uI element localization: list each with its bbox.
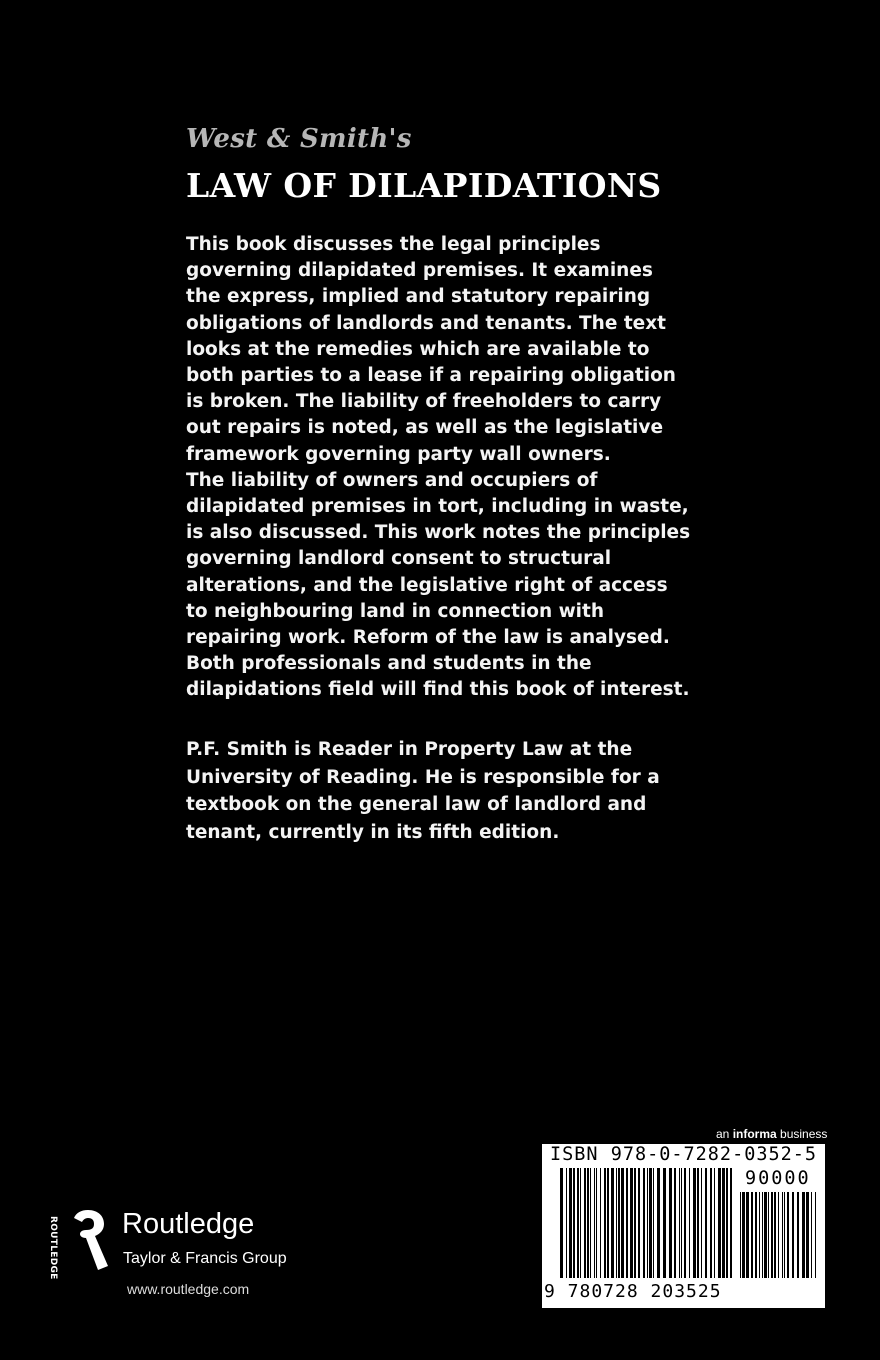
barcode-bar (600, 1168, 601, 1278)
blurb-line: obligations of landlords and tenants. The text (186, 312, 667, 334)
blurb-line: governing landlord consent to structural (186, 548, 612, 570)
barcode-bar (740, 1192, 741, 1278)
barcode-bar (697, 1168, 699, 1278)
book-subtitle: West & Smith's (186, 124, 412, 154)
barcode-bar (778, 1192, 779, 1278)
barcode-bar (751, 1192, 753, 1278)
barcode-bar (596, 1168, 597, 1278)
blurb-line: dilapidations field will find this book of interest. (186, 679, 690, 701)
barcode-bar (647, 1168, 648, 1278)
barcode-bar (722, 1168, 725, 1278)
author-bio (186, 736, 676, 846)
author-line: P.F. Smith is Reader in Property Law at the (186, 739, 633, 760)
barcode-bar (742, 1192, 745, 1278)
barcode-bar (604, 1168, 606, 1278)
blurb-line: looks at the remedies which are available to (186, 338, 650, 360)
barcode-bar (771, 1192, 773, 1278)
informa-business-tag (716, 1127, 827, 1141)
barcode-bar (560, 1168, 563, 1278)
barcode-bar (797, 1192, 799, 1278)
barcode-bar (768, 1192, 769, 1278)
barcode-bar (643, 1168, 645, 1278)
barcode-bar (584, 1168, 586, 1278)
barcode-bar (705, 1168, 707, 1278)
barcode-bar (587, 1168, 589, 1278)
publisher-url[interactable]: www.routledge.com (127, 1281, 250, 1297)
book-title: LAW OF DILAPIDATIONS (186, 166, 662, 205)
author-line: tenant, currently in its fifth edition. (186, 821, 560, 843)
blurb-line: both parties to a lease if a repairing obligation (186, 365, 676, 387)
barcode-bar (573, 1168, 575, 1278)
blurb-paragraph (186, 232, 691, 704)
barcode-bar (569, 1168, 572, 1278)
barcode-bar (684, 1168, 686, 1278)
barcode-bar (580, 1168, 581, 1278)
barcode-bar (674, 1168, 676, 1278)
blurb-line: to neighbouring land in connection with (186, 600, 605, 622)
blurb-line: is also discussed. This work notes the principles (186, 522, 691, 544)
blurb-line: is broken. The liability of freeholders to carry (186, 391, 662, 413)
barcode-bar (792, 1192, 794, 1278)
barcode-bar (681, 1168, 682, 1278)
barcode-bar (611, 1168, 614, 1278)
barcode-bar (649, 1168, 652, 1278)
barcode-bar (802, 1192, 805, 1278)
barcode-bar (607, 1168, 609, 1278)
barcode-bar (815, 1192, 816, 1278)
author-line: University of Reading. He is responsible for a (186, 766, 660, 788)
barcode-bar (679, 1168, 680, 1278)
barcode-bar (634, 1168, 636, 1278)
barcode-bar (577, 1168, 579, 1278)
barcode-bar (764, 1192, 767, 1278)
isbn-text: ISBN 978-0-7282-0352-5 (550, 1144, 818, 1165)
routledge-logo-icon (68, 1208, 112, 1272)
barcode-bar (774, 1192, 776, 1278)
blurb-line: alterations, and the legislative right of access (186, 574, 668, 596)
barcode-bar (759, 1192, 760, 1278)
informa-brand: informa (732, 1127, 777, 1141)
barcode-bar (616, 1168, 617, 1278)
informa-prefix: an (716, 1127, 733, 1141)
barcode-bar (782, 1192, 783, 1278)
author-line: textbook on the general law of landlord and (186, 794, 647, 815)
blurb-line: dilapidated premises in tort, including in waste, (186, 496, 689, 518)
barcode-bar (618, 1168, 620, 1278)
barcode-bar (718, 1168, 721, 1278)
barcode-bar (693, 1168, 696, 1278)
barcode-bar (590, 1168, 591, 1278)
barcode-bar (726, 1168, 728, 1278)
barcode-bar (630, 1168, 633, 1278)
barcode-bar (784, 1192, 785, 1278)
barcode-bar (746, 1192, 749, 1278)
ean-barcode (560, 1168, 732, 1298)
blurb-line: out repairs is noted, as well as the legislative (186, 417, 663, 439)
barcode-bar (730, 1168, 732, 1278)
barcode-bar (701, 1168, 702, 1278)
blurb-line: This book discusses the legal principles (186, 234, 601, 255)
barcode-bar (594, 1168, 595, 1278)
barcode-bar (689, 1168, 690, 1278)
blurb-line: governing dilapidated premises. It examines (186, 260, 653, 282)
blurb-line: repairing work. Reform of the law is analysed. (186, 627, 670, 649)
ean-digits: 9 780728 203525 (544, 1281, 722, 1302)
publisher-name: Routledge (122, 1208, 255, 1240)
barcode-bar (811, 1192, 812, 1278)
publisher-group: Taylor & Francis Group (123, 1250, 287, 1267)
barcode-bar (657, 1168, 660, 1278)
barcode-bar (714, 1168, 715, 1278)
barcode-bar (755, 1192, 757, 1278)
price-code: 90000 (745, 1168, 811, 1189)
barcode-bar (621, 1168, 624, 1278)
barcode-bar (710, 1168, 712, 1278)
barcode-bar (669, 1168, 672, 1278)
addon-barcode (740, 1192, 816, 1298)
barcode-bar (806, 1192, 809, 1278)
barcode-bar (566, 1168, 567, 1278)
blurb-line: the express, implied and statutory repairing (186, 286, 651, 308)
blurb-line: Both professionals and students in the (186, 653, 592, 675)
barcode-bar (638, 1168, 640, 1278)
routledge-vertical-mark: ROUTLEDGE (48, 1216, 58, 1280)
informa-suffix: business (776, 1127, 828, 1141)
blurb-line: framework governing party wall owners. (186, 443, 611, 465)
barcode-bar (626, 1168, 628, 1278)
barcode-bar (787, 1192, 789, 1278)
barcode-bar (663, 1168, 666, 1278)
blurb-line: The liability of owners and occupiers of (186, 469, 598, 491)
barcode-bar (653, 1168, 654, 1278)
barcode-bar (762, 1192, 763, 1278)
